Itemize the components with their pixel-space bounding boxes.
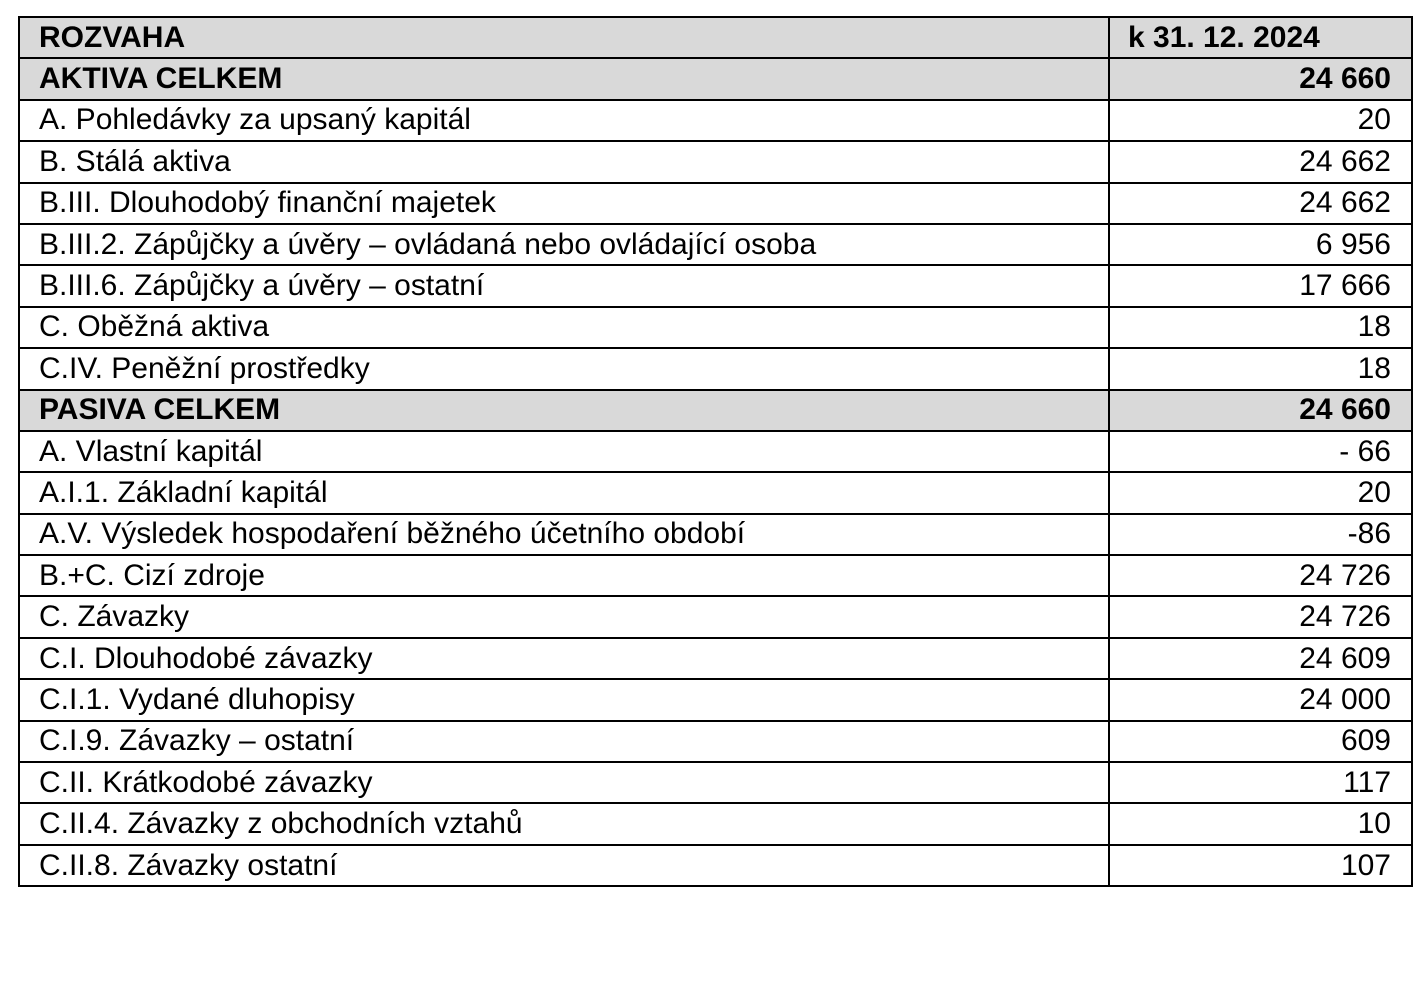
row-value: 24 662 xyxy=(1109,141,1412,182)
table-header-row xyxy=(19,17,1412,58)
row-value: 107 xyxy=(1109,845,1412,886)
row-value: 24 726 xyxy=(1109,596,1412,637)
row-label: C.II.4. Závazky z obchodních vztahů xyxy=(19,803,1109,844)
row-label: C.I.9. Závazky – ostatní xyxy=(19,721,1109,762)
row-value: 24 609 xyxy=(1109,638,1412,679)
row-value: 117 xyxy=(1109,762,1412,803)
row-value: 18 xyxy=(1109,348,1412,389)
section-total-row xyxy=(19,390,1412,431)
row-label: A.V. Výsledek hospodaření běžného účetního období xyxy=(19,514,1109,555)
balance-sheet-body xyxy=(19,17,1412,886)
row-label: AKTIVA CELKEM xyxy=(19,58,1109,99)
row-label: C. Závazky xyxy=(19,596,1109,637)
row-label: C.II.8. Závazky ostatní xyxy=(19,845,1109,886)
row-label: A. Vlastní kapitál xyxy=(19,431,1109,472)
table-row xyxy=(19,141,1412,182)
row-value: 6 956 xyxy=(1109,224,1412,265)
row-label: B.III.2. Zápůjčky a úvěry – ovládaná nebo ovládající osoba xyxy=(19,224,1109,265)
row-value: 24 662 xyxy=(1109,183,1412,224)
row-value: 18 xyxy=(1109,307,1412,348)
table-row xyxy=(19,638,1412,679)
table-row xyxy=(19,307,1412,348)
table-row xyxy=(19,596,1412,637)
table-row xyxy=(19,265,1412,306)
header-title: ROZVAHA xyxy=(19,17,1109,58)
row-label: C. Oběžná aktiva xyxy=(19,307,1109,348)
row-value: 17 666 xyxy=(1109,265,1412,306)
row-value: 609 xyxy=(1109,721,1412,762)
header-date: k 31. 12. 2024 xyxy=(1109,17,1412,58)
row-value: 24 726 xyxy=(1109,555,1412,596)
row-value: 20 xyxy=(1109,472,1412,513)
row-value: - 66 xyxy=(1109,431,1412,472)
row-value: 10 xyxy=(1109,803,1412,844)
row-value: 24 000 xyxy=(1109,679,1412,720)
table-row xyxy=(19,183,1412,224)
row-label: C.IV. Peněžní prostředky xyxy=(19,348,1109,389)
table-row xyxy=(19,803,1412,844)
table-row xyxy=(19,721,1412,762)
table-row xyxy=(19,472,1412,513)
table-row xyxy=(19,348,1412,389)
row-label: B.+C. Cizí zdroje xyxy=(19,555,1109,596)
row-value: -86 xyxy=(1109,514,1412,555)
row-label: A. Pohledávky za upsaný kapitál xyxy=(19,100,1109,141)
table-row xyxy=(19,514,1412,555)
row-label: PASIVA CELKEM xyxy=(19,390,1109,431)
row-value: 24 660 xyxy=(1109,58,1412,99)
row-label: C.I. Dlouhodobé závazky xyxy=(19,638,1109,679)
row-label: B.III. Dlouhodobý finanční majetek xyxy=(19,183,1109,224)
row-value: 20 xyxy=(1109,100,1412,141)
section-total-row xyxy=(19,58,1412,99)
row-label: A.I.1. Základní kapitál xyxy=(19,472,1109,513)
table-row xyxy=(19,431,1412,472)
balance-sheet-table xyxy=(18,16,1413,887)
row-label: C.II. Krátkodobé závazky xyxy=(19,762,1109,803)
table-row xyxy=(19,845,1412,886)
table-row xyxy=(19,555,1412,596)
table-row xyxy=(19,679,1412,720)
table-row xyxy=(19,762,1412,803)
row-value: 24 660 xyxy=(1109,390,1412,431)
row-label: B. Stálá aktiva xyxy=(19,141,1109,182)
row-label: C.I.1. Vydané dluhopisy xyxy=(19,679,1109,720)
table-row xyxy=(19,224,1412,265)
table-row xyxy=(19,100,1412,141)
row-label: B.III.6. Zápůjčky a úvěry – ostatní xyxy=(19,265,1109,306)
